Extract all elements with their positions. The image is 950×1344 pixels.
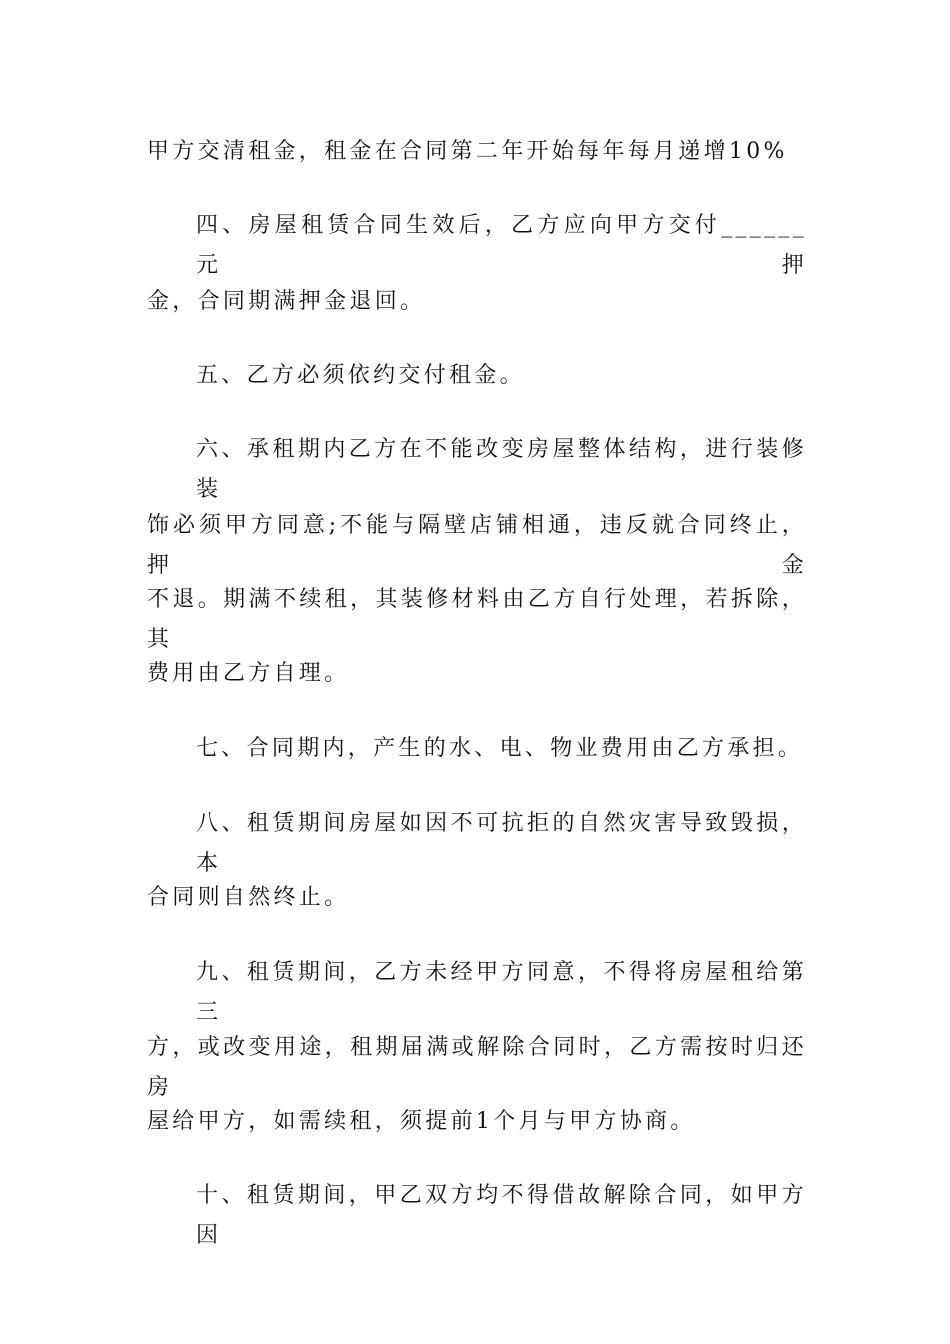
text-line: 费用由乙方自理。 — [147, 661, 350, 686]
text-line: 六、承租期内乙方在不能改变房屋整体结构，进行装修装 — [196, 437, 807, 502]
text-line: 四、房屋租赁合同生效后，乙方应向甲方交付______元押 — [196, 213, 807, 278]
text-line: 合同则自然终止。 — [147, 885, 350, 910]
text-line: 七、合同期内，产生的水、电、物业费用由乙方承担。 — [196, 736, 804, 761]
text-line: 饰必须甲方同意;不能与隔壁店铺相通，违反就合同终止，押金 — [147, 513, 807, 578]
text-line: 九、租赁期间，乙方未经甲方同意，不得将房屋租给第三 — [196, 960, 807, 1025]
text-line: 方，或改变用途，租期届满或解除合同时，乙方需按时归还房 — [147, 1035, 807, 1100]
text-line: 金，合同期满押金退回。 — [147, 289, 426, 314]
text-line: 甲方交清租金，租金在合同第二年开始每年每月递增10% — [147, 139, 788, 164]
text-line: 十、租赁期间，甲乙双方均不得借故解除合同，如甲方因 — [196, 1183, 807, 1248]
text-line: 不退。期满不续租，其装修材料由乙方自行处理，若拆除，其 — [147, 587, 807, 652]
text-line: 屋给甲方，如需续租，须提前1个月与甲方协商。 — [147, 1109, 696, 1134]
text-line: 八、租赁期间房屋如因不可抗拒的自然灾害导致毁损，本 — [196, 811, 807, 876]
text-line: 五、乙方必须依约交付租金。 — [196, 363, 525, 388]
